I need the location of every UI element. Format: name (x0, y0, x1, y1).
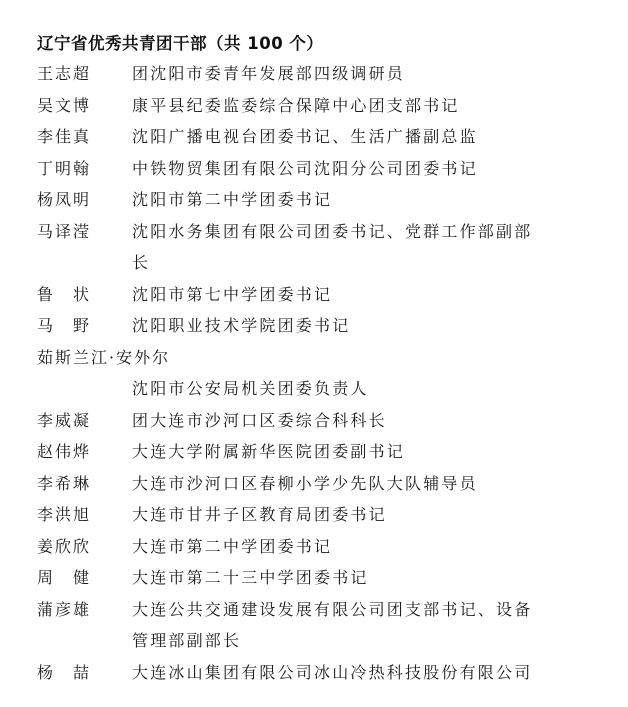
honoree-position: 大连市沙河口区春柳小学少先队大队辅导员 (132, 473, 478, 493)
honoree-name: 李希琳 (37, 473, 92, 493)
honoree-position: 沈阳市第七中学团委书记 (132, 284, 333, 304)
honoree-name: 蒲彦雄 (37, 599, 92, 619)
honoree-name: 马 野 (37, 316, 92, 335)
honoree-name: 李洪旭 (37, 505, 92, 524)
honoree-position: 沈阳市第二中学团委书记 (132, 190, 333, 209)
honoree-name: 吴文博 (37, 95, 92, 115)
honoree-position: 沈阳水务集团有限公司团委书记、党群工作部副部长 (132, 221, 533, 273)
list-item (37, 537, 597, 569)
honoree-list (37, 64, 597, 694)
honoree-position: 大连市第二中学团委书记 (132, 536, 333, 556)
list-item (37, 505, 597, 537)
list-item (37, 442, 597, 474)
honoree-name: 杨 喆 (37, 662, 92, 682)
honoree-name: 马译滢 (37, 221, 92, 241)
list-item (37, 127, 597, 159)
honoree-position: 沈阳广播电视台团委书记、生活广播副总监 (132, 127, 478, 146)
honoree-position: 康平县纪委监委综合保障中心团支部书记 (132, 95, 460, 115)
list-item (37, 316, 597, 348)
list-item (37, 96, 597, 128)
list-item (37, 64, 597, 96)
list-item (37, 411, 597, 443)
honoree-position: 沈阳职业技术学院团委书记 (132, 316, 351, 335)
list-item (37, 600, 597, 663)
section-heading: 辽宁省优秀共青团干部（共 100 个） (37, 34, 324, 53)
honoree-name: 杨凤明 (37, 190, 92, 209)
list-item (37, 663, 597, 695)
honoree-position: 大连市第二十三中学团委书记 (132, 568, 369, 587)
honoree-name: 李威凝 (37, 410, 92, 430)
honoree-name: 李佳真 (37, 127, 92, 146)
list-item (37, 474, 597, 506)
list-item (37, 348, 597, 411)
honoree-name: 茹斯兰江·安外尔 (37, 347, 171, 367)
honoree-name: 姜欣欣 (37, 536, 92, 556)
honoree-name: 王志超 (37, 64, 92, 83)
honoree-position: 大连市甘井子区教育局团委书记 (132, 505, 387, 524)
honoree-position: 大连公共交通建设发展有限公司团支部书记、设备管理部副部长 (132, 599, 533, 651)
honoree-name: 赵伟烨 (37, 442, 92, 461)
honoree-name: 鲁 状 (37, 284, 92, 304)
honoree-name: 周 健 (37, 568, 92, 587)
honoree-position: 大连大学附属新华医院团委副书记 (132, 442, 406, 461)
honoree-position: 沈阳市公安局机关团委负责人 (132, 379, 369, 398)
list-item (37, 285, 597, 317)
list-item (37, 159, 597, 191)
honoree-position: 团沈阳市委青年发展部四级调研员 (132, 64, 406, 83)
honoree-position: 大连冰山集团有限公司冰山冷热科技股份有限公司 (132, 662, 533, 682)
honoree-position: 中铁物贸集团有限公司沈阳分公司团委书记 (132, 158, 478, 178)
honoree-position: 团大连市沙河口区委综合科科长 (132, 410, 387, 430)
list-item (37, 222, 597, 285)
honoree-name: 丁明翰 (37, 158, 92, 178)
